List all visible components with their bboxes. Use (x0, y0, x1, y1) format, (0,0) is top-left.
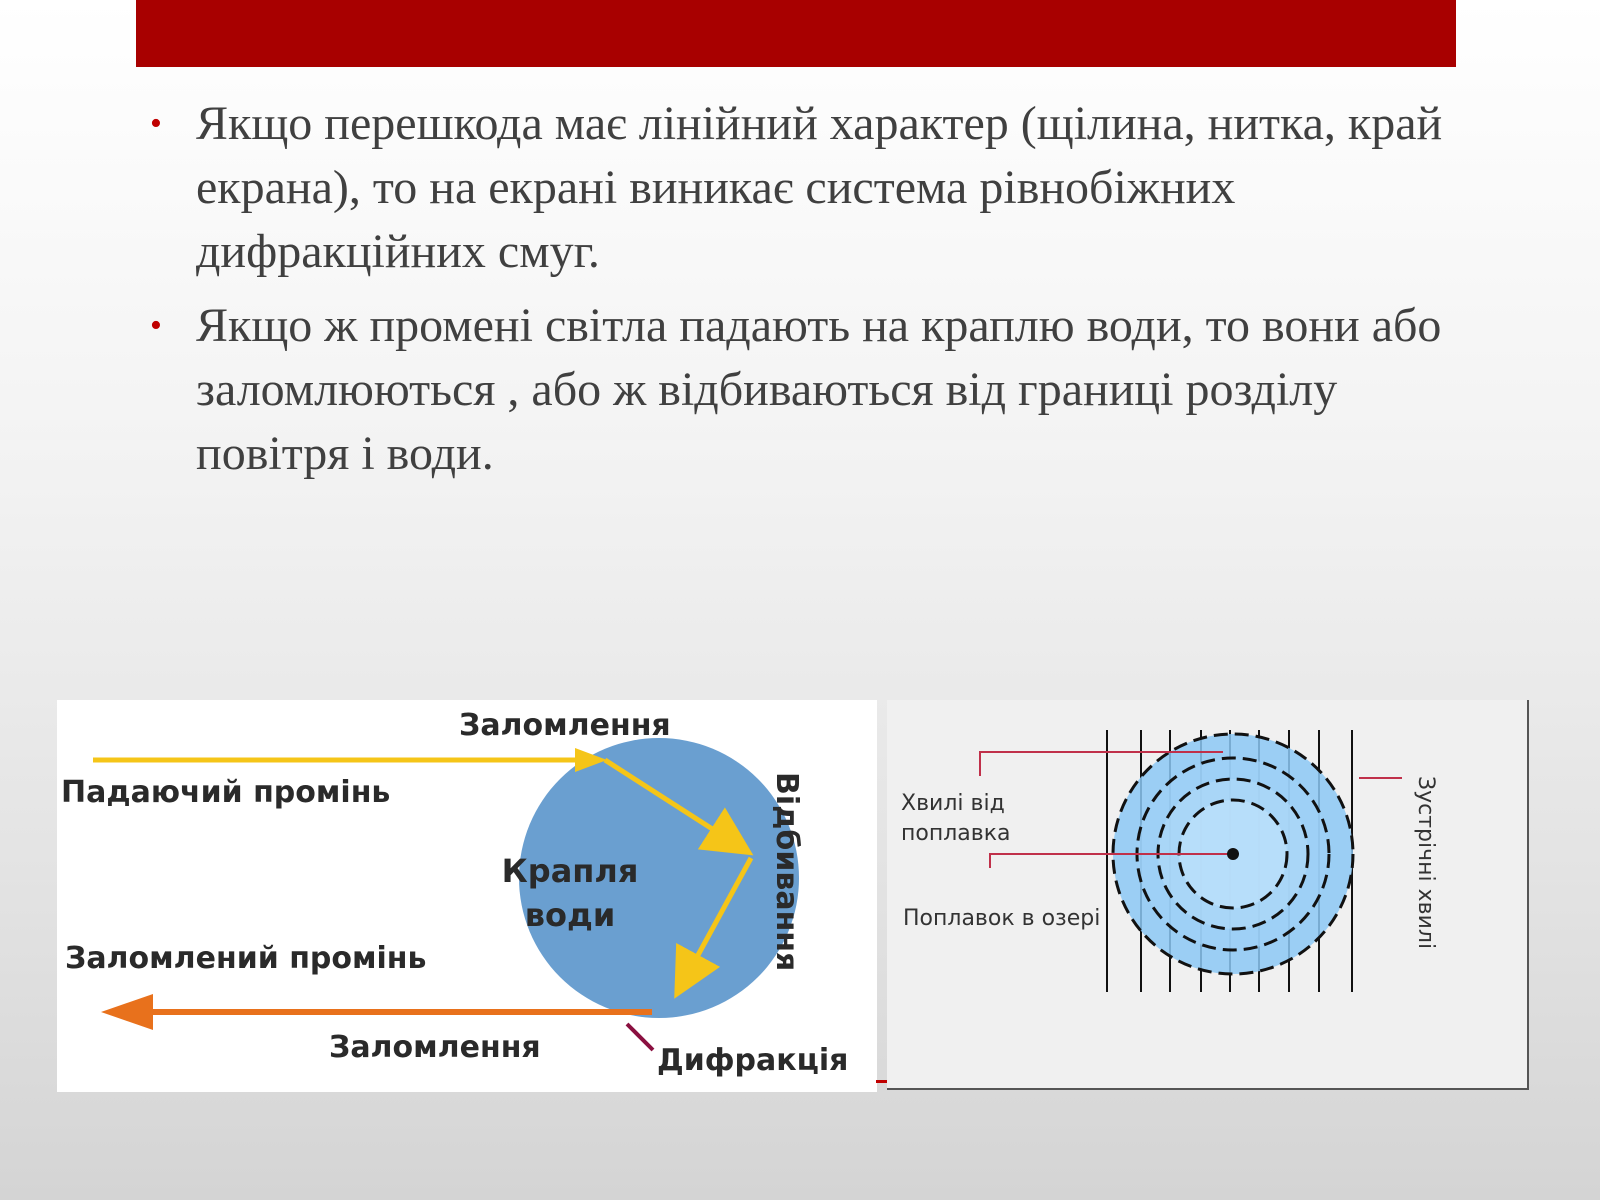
label-waves-line1: Хвилі від (901, 791, 1005, 816)
water-drop-diagram (57, 700, 877, 1092)
label-waves-line2: поплавка (901, 821, 1011, 846)
label-drop-line1: Крапля (501, 852, 639, 890)
bullet-list (150, 92, 1450, 496)
label-refraction-top: Заломлення (459, 708, 671, 743)
title-accent-bar (136, 0, 1456, 67)
bullet-text: Якщо перешкода має лінійний характер (щілина, нитка, край екрана), то на екрані виникає система рівнобіжних дифракційних смуг. (196, 97, 1443, 278)
float-dot (1227, 848, 1239, 860)
label-reflection: Відбивання (769, 772, 804, 972)
bullet-item (150, 92, 1450, 284)
label-refracted-ray: Заломлений промінь (65, 941, 427, 976)
bullet-icon: • (150, 307, 162, 344)
label-incident-ray: Падаючий промінь (61, 775, 391, 810)
bullet-item (150, 294, 1450, 486)
label-counter-waves: Зустрічні хвилі (1413, 776, 1438, 950)
bullet-icon: • (150, 105, 162, 142)
label-diffraction: Дифракція (657, 1043, 849, 1078)
label-refraction-bottom: Заломлення (329, 1030, 541, 1065)
label-drop-line2: води (524, 896, 616, 934)
diffraction-tick (627, 1024, 653, 1050)
bullet-text: Якщо ж промені світла падають на краплю води, то вони або заломлюються , або ж відбиваються від границі розділу повітря і води. (196, 299, 1442, 480)
label-float: Поплавок в озері (903, 906, 1101, 931)
refracted-ray-arrowhead (101, 994, 153, 1030)
float-waves-diagram (887, 700, 1529, 1090)
